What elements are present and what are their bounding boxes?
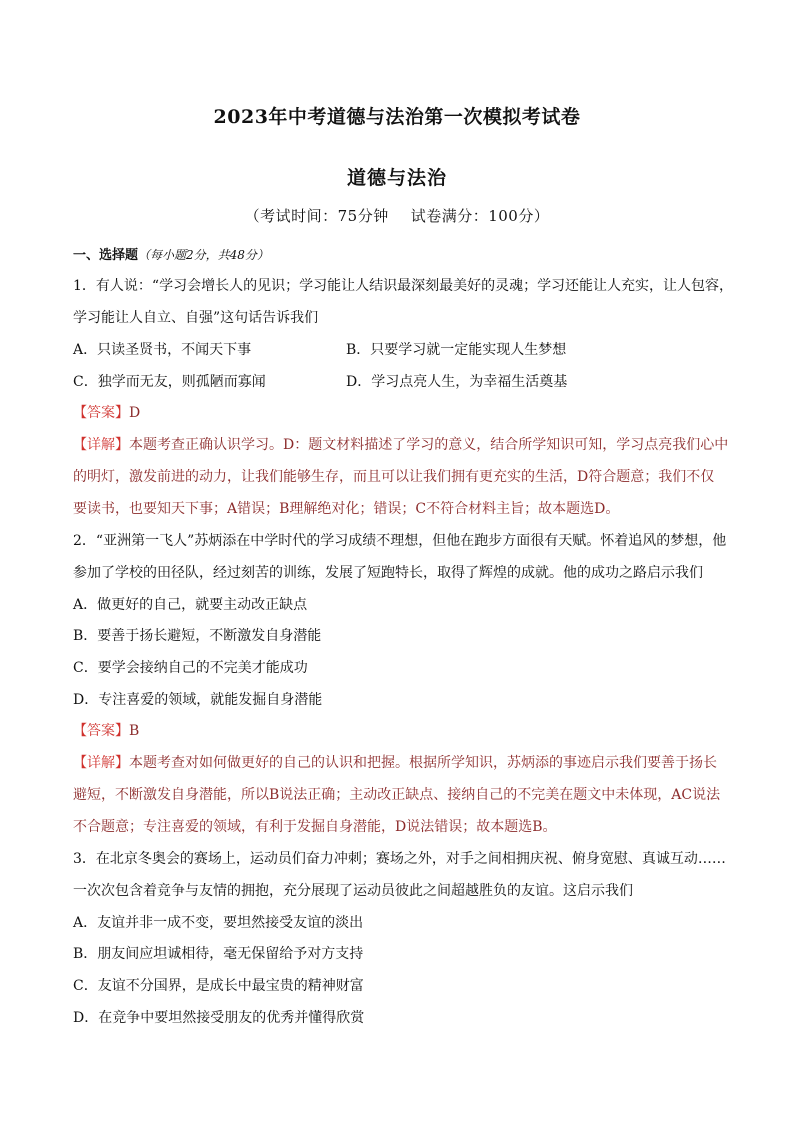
detail-text: 本题考查对如何做更好的自己的认识和把握。根据所学知识，苏炳添的事迹启示我们要善于扬长 [129,755,717,771]
answer-value: D [129,405,141,421]
detail-text: 本题考查正确认识学习。D：题文材料描述了学习的意义，结合所学知识可知，学习点亮我们心中 [129,437,729,453]
section-heading [73,244,269,263]
question-2-detail-line-3: 不合题意；专注喜爱的领域，有利于发掘自身潜能，D说法错误；故本题选B。 [73,819,557,835]
question-3-stem-line-2: 一次次包含着竞争与友情的拥抱，充分展现了运动员彼此之间超越胜负的友谊。这启示我们 [73,883,633,899]
page-title: 2023年中考道德与法治第一次模拟考试卷 [213,106,581,128]
question-3-option-a: A．友谊并非一成不变，要坦然接受友谊的淡出 [73,915,364,931]
exam-info [0,205,794,226]
question-2-stem-line-2: 参加了学校的田径队，经过刻苦的训练，发展了短跑特长，取得了辉煌的成就。他的成功之路启示我们 [73,565,703,581]
question-3-option-b: B．朋友间应坦诚相待，毫无保留给予对方支持 [73,946,364,962]
question-1-option-c: C．独学而无友，则孤陋而寡闻 [73,374,266,390]
exam-score: 试卷满分：100分） [410,207,550,225]
question-2-detail-line-1 [73,753,723,773]
answer-label: 【答案】 [73,405,129,421]
question-2-detail-line-2: 避短，不断激发自身潜能，所以B说法正确；主动改正缺点、接纳自己的不完美在题文中未体现，AC说法 [73,787,721,803]
question-1-option-b: B．只要学习就一定能实现人生梦想 [346,342,567,358]
question-1-option-a: A．只读圣贤书，不闻天下事 [73,342,252,358]
question-3-option-c: C．友谊不分国界，是成长中最宝贵的精神财富 [73,978,364,994]
question-1-detail-line-3: 要读书，也要知天下事；A错误；B理解绝对化；错误；C不符合材料主旨；故本题选D。 [73,501,620,517]
question-2-stem-line-1: 2．“亚洲第一飞人”苏炳添在中学时代的学习成绩不理想，但他在跑步方面很有天赋。怀着追风的梦想，他 [73,533,727,549]
question-1-answer [73,403,723,423]
section-note: （每小题2分，共48分） [138,248,269,262]
page-subtitle: 道德与法治 [346,167,447,189]
question-2-option-a: A．做更好的自己，就要主动改正缺点 [73,597,308,613]
question-1-stem-line-2: 学习能让人自立、自强”这句话告诉我们 [73,310,319,326]
question-2-option-d: D．专注喜爱的领域，就能发掘自身潜能 [73,692,323,708]
question-2-answer [73,721,723,741]
question-2-option-c: C．要学会接纳自己的不完美才能成功 [73,660,308,676]
question-1-stem-line-1: 1．有人说：“学习会增长人的见识；学习能让人结识最深刻最美好的灵魂；学习还能让人充实，让人包容， [73,278,734,294]
question-3-stem-line-1: 3．在北京冬奥会的赛场上，运动员们奋力冲刺；赛场之外，对手之间相拥庆祝、俯身宽慰、真诚互动…… [73,851,726,867]
question-1-option-d: D．学习点亮人生，为幸福生活奠基 [346,374,568,390]
answer-label: 【答案】 [73,723,129,739]
exam-time: （考试时间：75分钟 [244,207,389,225]
section-title: 一、选择题 [73,248,139,263]
question-1-detail-line-1 [73,435,729,455]
question-3-option-d: D．在竞争中要坦然接受朋友的优秀并懂得欣赏 [73,1010,365,1026]
detail-label: 【详解】 [73,437,129,453]
question-1-detail-line-2: 的明灯，激发前进的动力，让我们能够生存，而且可以让我们拥有更充实的生活，D符合题意；我们不仅 [73,469,715,485]
detail-label: 【详解】 [73,755,129,771]
answer-value: B [129,723,140,739]
question-2-option-b: B．要善于扬长避短，不断激发自身潜能 [73,628,322,644]
